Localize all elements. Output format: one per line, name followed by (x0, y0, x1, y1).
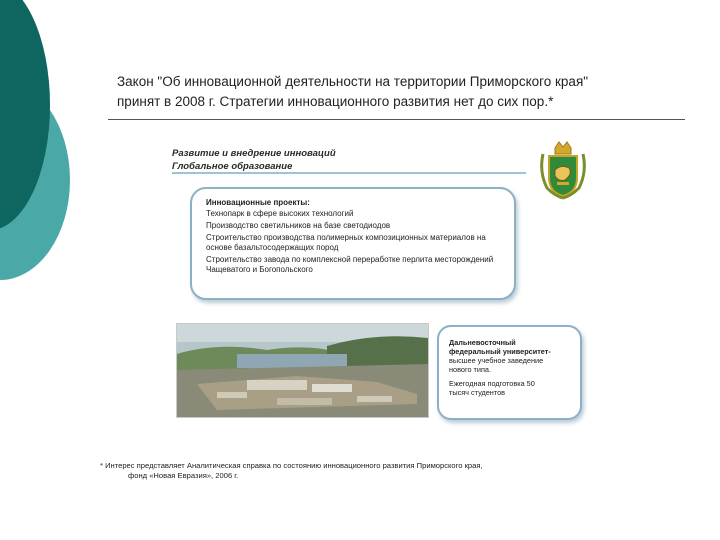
section-heading-2: Глобальное образование (172, 161, 293, 172)
project-item: Технопарк в сфере высоких технологий (206, 209, 354, 218)
university-name-2: федеральный университет- (449, 347, 551, 356)
campus-aerial-photo (176, 323, 429, 418)
section-heading-1: Развитие и внедрение инноваций (172, 148, 336, 159)
title-line-1: Закон "Об инновационной деятельности на территории Приморского края" (117, 74, 589, 89)
university-note-1: Ежегодная подготовка 50 (449, 379, 535, 388)
project-item: Строительство производства полимерных композиционных материалов на основе базальтосодержащих пород (206, 233, 486, 252)
footnote (100, 461, 670, 481)
footnote-line-1: * Интерес представляет Аналитическая справка по состоянию инновационного развития Приморского края, (100, 461, 483, 470)
university-desc-2: нового типа. (449, 365, 491, 374)
projects-header: Инновационные проекты: (206, 198, 310, 207)
slide-title (117, 72, 697, 112)
project-item: Строительство завода по комплексной переработке перлита месторождений Чащеватого и Богопольского (206, 255, 494, 274)
university-note-2: тысяч студентов (449, 388, 506, 397)
primorsky-coat-of-arms-icon (535, 138, 591, 200)
title-line-2: принят в 2008 г. Стратегии инновационного развития нет до сих пор.* (117, 94, 554, 109)
university-name-1: Дальневосточный (449, 338, 516, 347)
university-desc-1: высшее учебное заведение (449, 356, 544, 365)
footnote-line-2: фонд «Новая Евразия», 2006 г. (128, 471, 239, 480)
section-heading (172, 147, 336, 173)
section-underline (172, 172, 526, 174)
title-divider (108, 119, 685, 120)
project-item: Производство светильников на базе светодиодов (206, 221, 391, 230)
university-info-box (437, 325, 582, 420)
innovation-projects-box (190, 187, 516, 300)
